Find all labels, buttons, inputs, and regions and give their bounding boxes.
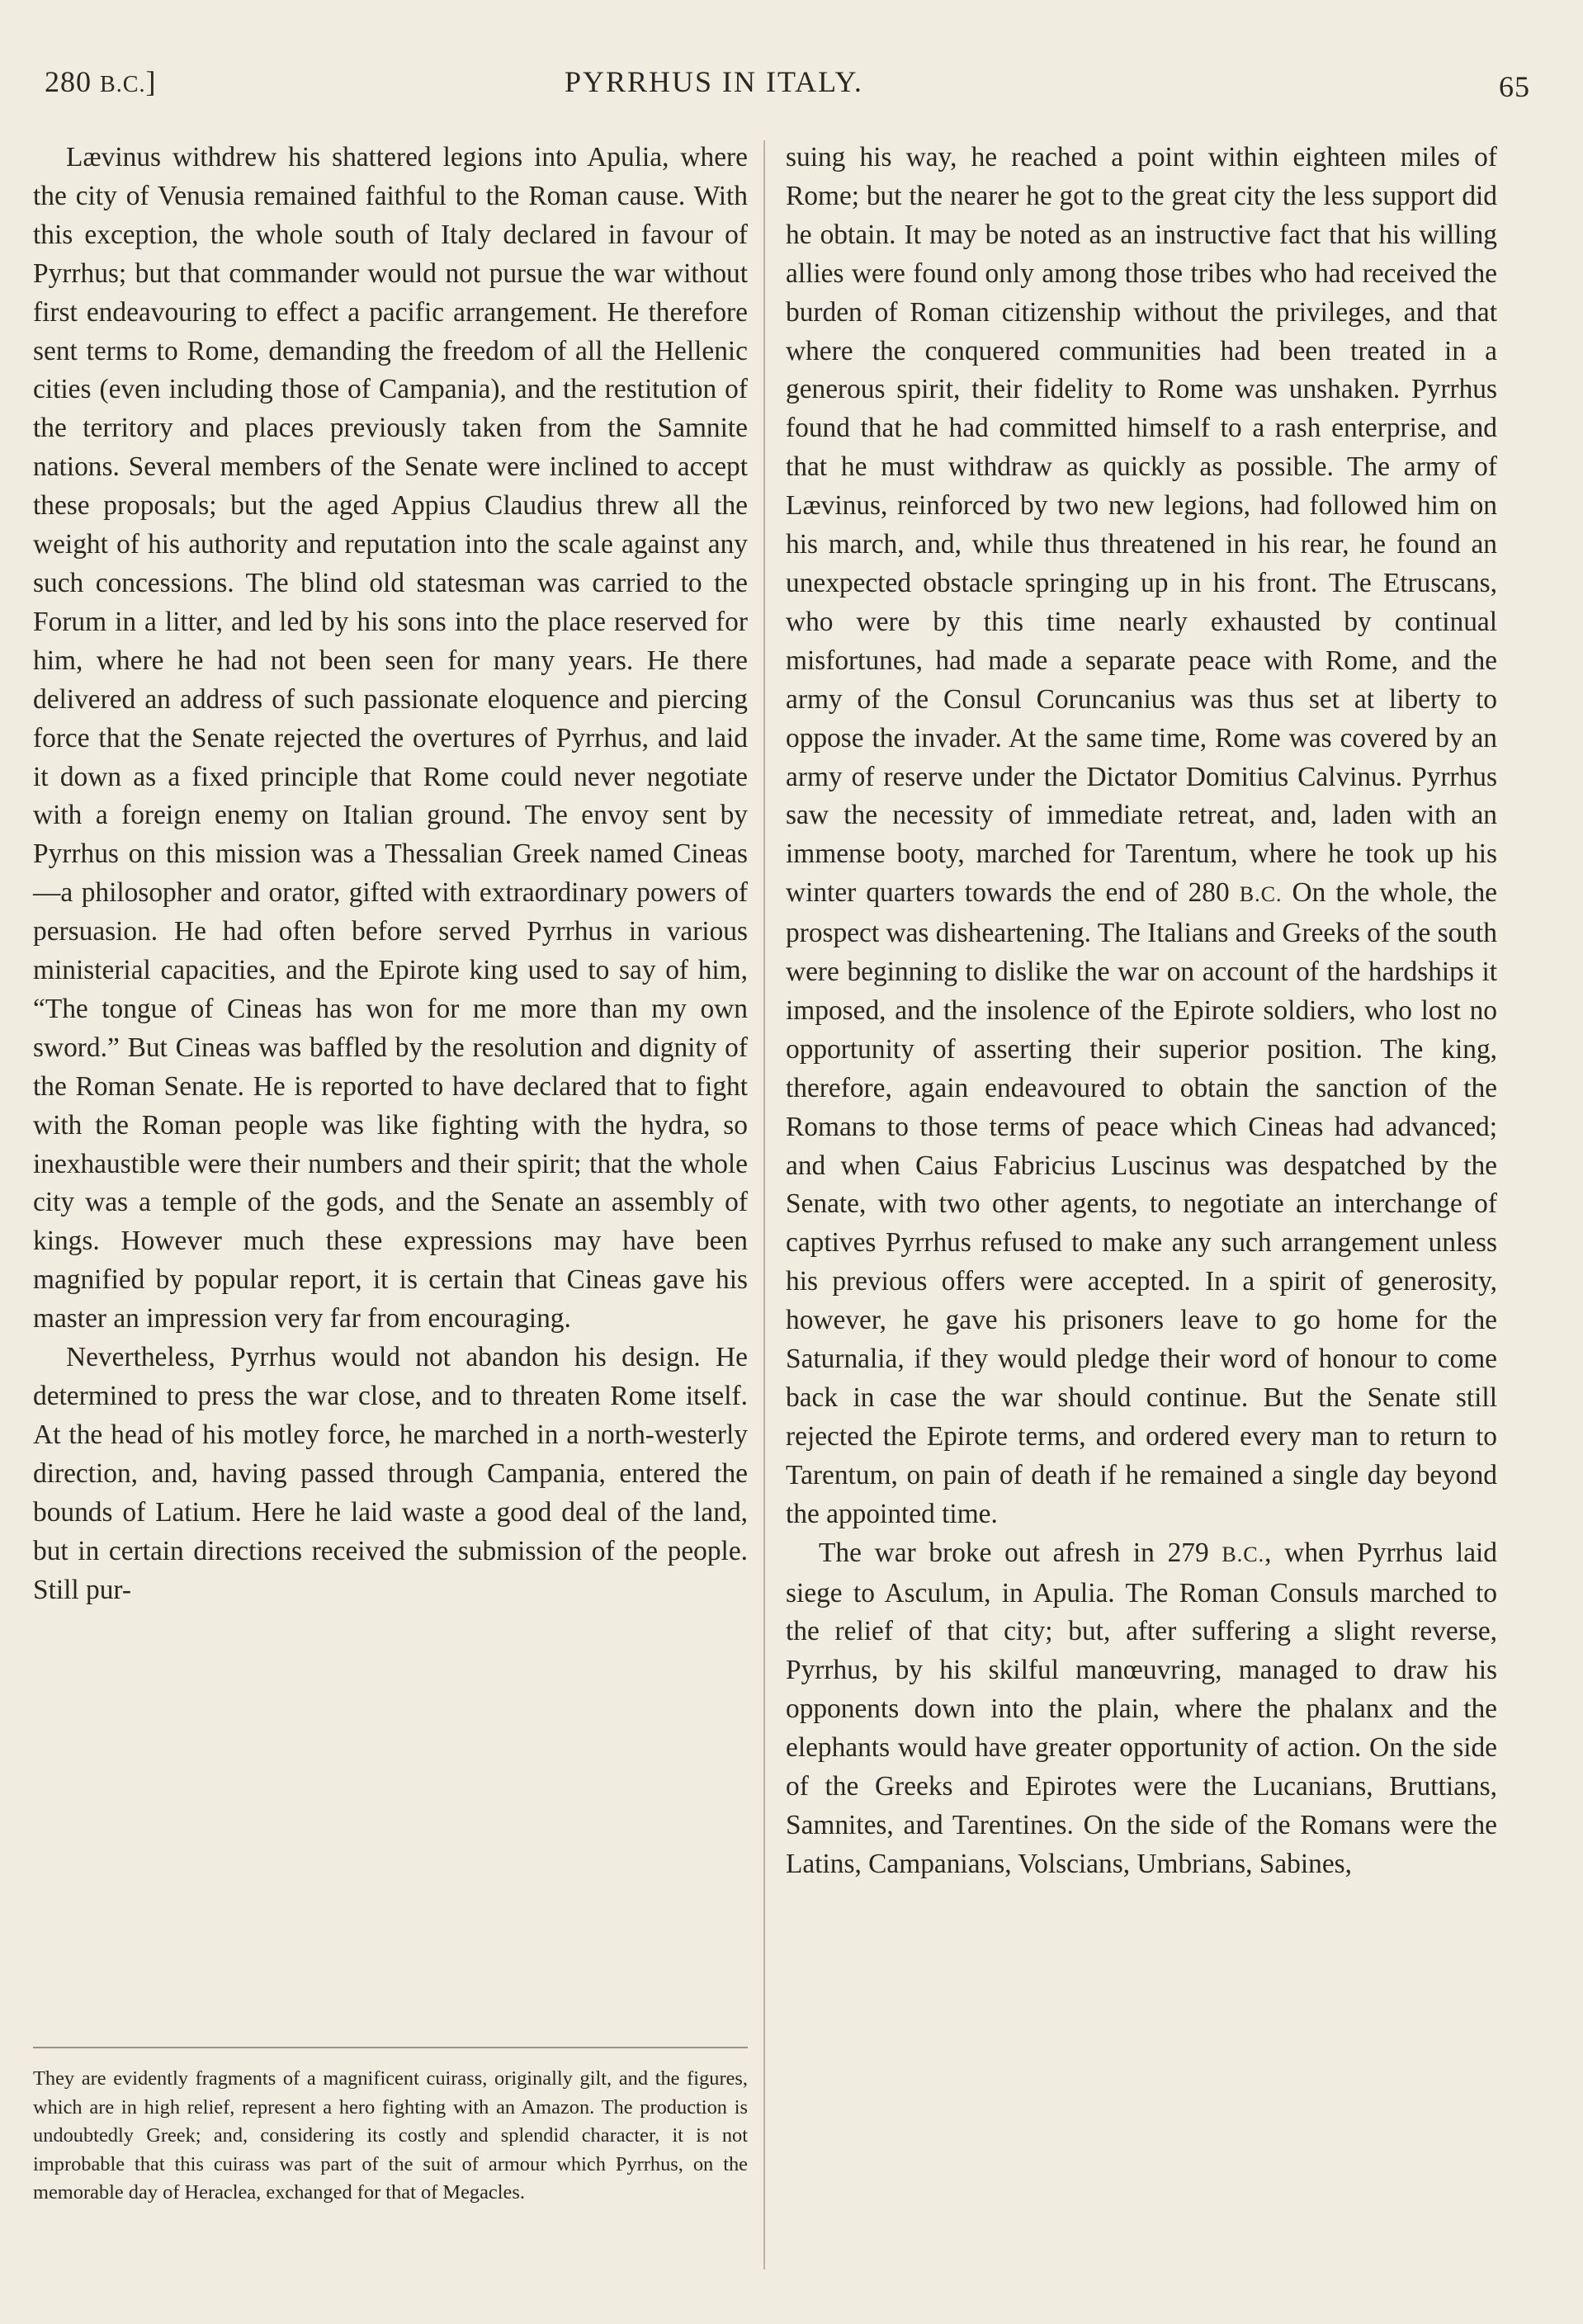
right-paragraph-2-part-a: The war broke out afresh in 279	[819, 1537, 1209, 1568]
footnote: They are evidently fragments of a magnificent cuirass, originally gilt, and the figures, which are in high relief, represent a hero fighting with an Amazon. The production is undoubtedly Greek; and, considering its costly and splendid character, it is not improbable that this cuirass was part of the suit of armour which Pyrrhus, on the memorable day of Heraclea, exchanged for that of Megacles.	[33, 2067, 748, 2204]
right-paragraph-2	[786, 1534, 1497, 1884]
page-number: 65	[1499, 70, 1530, 103]
chapter-title: PYRRHUS IN ITALY.	[565, 65, 863, 98]
era-label-2: B.C.	[1222, 1542, 1265, 1566]
right-paragraph-2-part-b: , when Pyrrhus laid siege to Asculum, in Apulia. The Roman Consuls marched to the relief of that city; but, after suffering a slight reverse, Pyrrhus, by his skilful manœuvring, managed to draw his opponents down into the plain, where the phalanx and the elephants would have greater opportunity of action. On the side of the Greeks and Epirotes were the Lucanians, Bruttians, Samnites, and Tarentines. On the side of the Romans were the Latins, Campanians, Volscians, Umbrians, Sabines,	[786, 1537, 1497, 1879]
left-column	[33, 139, 748, 1609]
left-paragraph-1: Lævinus withdrew his shattered legions into Apulia, where the city of Venusia remained faithful to the Roman cause. With this exception, the whole south of Italy declared in favour of Pyrrhus; but that commander would not pursue the war without first endeavouring to effect a pacific arrangement. He therefore sent terms to Rome, demanding the freedom of all the Hellenic cities (even including those of Campania), and the restitution of the territory and places previously taken from the Samnite nations. Several members of the Senate were inclined to accept these proposals; but the aged Appius Claudius threw all the weight of his authority and reputation into the scale against any such concessions. The blind old statesman was carried to the Forum in a litter, and led by his sons into the place reserved for him, where he had not been seen for many years. He there delivered an address of such passionate eloquence and piercing force that the Senate rejected the overtures of Pyrrhus, and laid it down as a fixed principle that Rome could never negotiate with a foreign enemy on Italian ground. The envoy sent by Pyrrhus on this mission was a Thessalian Greek named Cineas—a philosopher and orator, gifted with extraordinary powers of persuasion. He had often before served Pyrrhus in various ministerial capacities, and the Epirote king used to say of him, “The tongue of Cineas has won for me more than my own sword.” But Cineas was baffled by the resolution and dignity of the Roman Senate. He is reported to have declared that to fight with the Roman people was like fighting with the hydra, so inexhaustible were their numbers and their spirit; that the whole city was a temple of the gods, and the Senate an assembly of kings. However much these expressions may have been magnified by popular report, it is certain that Cineas gave his master an impression very far from encouraging.	[33, 142, 748, 1334]
era-label-1: B.C.	[1239, 882, 1283, 907]
right-paragraph-1-part-b: On the whole, the prospect was disheartening. The Italians and Greeks of the south were beginning to dislike the war on account of the hardships it imposed, and the insolence of the Epirote soldiers, who lost no opportunity of asserting their superior position. The king, therefore, again endeavoured to obtain the sanction of the Romans to those terms of peace which Cineas had advanced; and when Caius Fabricius Luscinus was despatched by the Senate, with two other agents, to negotiate an interchange of captives Pyrrhus refused to make any such arrangement unless his previous offers were accepted. In a spirit of generosity, however, he gave his prisoners leave to go home for the Saturnalia, if they would pledge their word of honour to come back in case the war should continue. But the Senate still rejected the Epirote terms, and ordered every man to return to Tarentum, on pain of death if he remained a single day beyond the appointed time.	[786, 877, 1497, 1529]
column-divider	[763, 140, 765, 2270]
date-bracket: ]	[145, 65, 157, 98]
date-year: 280	[45, 65, 92, 98]
left-paragraph-2: Nevertheless, Pyrrhus would not abandon his design. He determined to press the war close, and to threaten Rome itself. At the head of his motley force, he marched in a north-westerly direction, and, having passed through Campania, entered the bounds of Latium. Here he laid waste a good deal of the land, but in certain directions received the submission of the people. Still pur-	[33, 1342, 748, 1605]
right-paragraph-1-part-a: suing his way, he reached a point within eighteen miles of Rome; but the nearer he got to the great city the less support did he obtain. It may be noted as an instructive fact that his willing allies were found only among those tribes who had received the burden of Roman citizenship without the privileges, and that where the conquered communities had been treated in a generous spirit, their fidelity to Rome was unshaken. Pyrrhus found that he had committed himself to a rash enterprise, and that he must withdraw as quickly as possible. The army of Lævinus, reinforced by two new legions, had followed him on his march, and, while thus threatened in his rear, he found an unexpected obstacle springing up in his front. The Etruscans, who were by this time nearly exhausted by continual misfortunes, had made a separate peace with Rome, and the army of the Consul Coruncanius was thus set at liberty to oppose the invader. At the same time, Rome was covered by an army of reserve under the Dictator Domitius Calvinus. Pyrrhus saw the necessity of immediate retreat, and, laden with an immense booty, marched for Tarentum, where he took up his winter quarters towards the end of 280	[786, 142, 1497, 909]
date-era: B.C.	[100, 72, 146, 97]
right-paragraph-1	[786, 139, 1497, 1534]
running-head	[45, 64, 1530, 114]
right-column	[786, 139, 1497, 1884]
footnote-divider	[33, 2047, 748, 2048]
date-marker	[45, 64, 157, 99]
